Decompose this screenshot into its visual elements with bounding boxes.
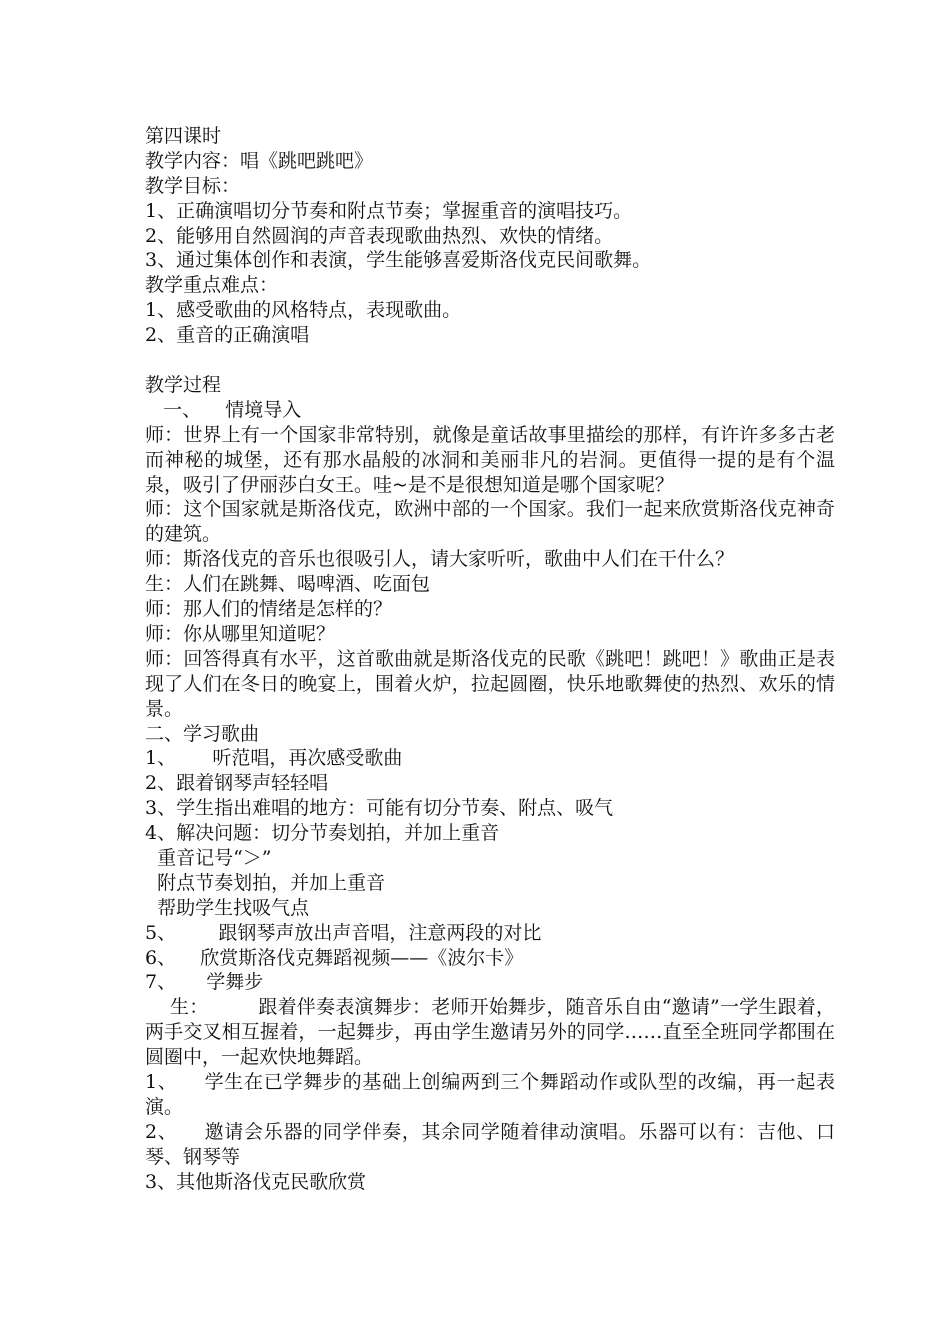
list-item: 2、 邀请会乐器的同学伴奏，其余同学随着律动演唱。乐器可以有：吉他、口琴、钢琴等 (145, 1120, 835, 1168)
focus-item: 1、感受歌曲的风格特点，表现歌曲。 (145, 299, 462, 322)
paragraph: 师：回答得真有水平，这首歌曲就是斯洛伐克的民歌《跳吧！跳吧！》歌曲正是表现了人们在冬日的晚宴上，围着火炉，拉起圆圈，快乐地歌舞使的热烈、欢乐的情景。 (145, 647, 835, 720)
paragraph: 师：你从哪里知道呢？ (145, 622, 336, 645)
goal-item: 1、正确演唱切分节奏和附点节奏；掌握重音的演唱技巧。 (145, 199, 633, 222)
goal-item: 3、通过集体创作和表演，学生能够喜爱斯洛伐克民间歌舞。 (145, 249, 652, 272)
section-heading: 二、学习歌曲 (145, 722, 260, 745)
list-item: 3、学生指出难唱的地方：可能有切分节奏、附点、吸气 (145, 797, 614, 820)
list-item: 1、 学生在已学舞步的基础上创编两到三个舞蹈动作或队型的改编，再一起表演。 (145, 1071, 835, 1118)
spacer (145, 348, 835, 373)
section-heading: 一、 情境导入 (145, 398, 302, 421)
paragraph: 师：世界上有一个国家非常特别，就像是童话故事里描绘的那样，有许许多多古老而神秘的城堡，还有那水晶般的冰洞和美丽非凡的岩洞。更值得一提的是有个温泉，吸引了伊丽莎白女王。哇~是不是很想知道是哪个国家呢？ (145, 423, 835, 496)
list-item: 1、 听范唱，再次感受歌曲 (145, 747, 403, 770)
paragraph: 师：斯洛伐克的音乐也很吸引人，请大家听听，歌曲中人们在干什么？ (145, 548, 735, 571)
goal-item: 2、能够用自然圆润的声音表现歌曲热烈、欢快的情绪。 (145, 224, 614, 247)
lesson-title: 第四课时 (145, 125, 222, 147)
list-subitem: 帮助学生找吸气点 (145, 896, 310, 919)
document-body (145, 124, 835, 1195)
paragraph: 师：那人们的情绪是怎样的？ (145, 598, 393, 620)
list-item: 4、解决问题：切分节奏划拍，并加上重音 (145, 822, 500, 845)
process-heading: 教学过程 (145, 373, 222, 396)
focus-heading: 教学重点难点： (145, 274, 279, 297)
list-subitem: 附点节奏划拍，并加上重音 (145, 871, 386, 894)
list-item: 7、 学舞步 (145, 971, 264, 994)
paragraph: 生：人们在跳舞、喝啤酒、吃面包 (145, 573, 431, 596)
paragraph: 生： 跟着伴奏表演舞步：老师开始舞步，随音乐自由“邀请”一学生跟着，两手交叉相互握着，一起舞步，再由学生邀请另外的同学……直至全班同学都围在圆圈中，一起欢快地舞蹈。 (145, 996, 835, 1069)
paragraph: 师：这个国家就是斯洛伐克，欧洲中部的一个国家。我们一起来欣赏斯洛伐克神奇的建筑。 (145, 498, 835, 546)
list-item: 6、 欣赏斯洛伐克舞蹈视频——《波尔卡》 (145, 946, 524, 969)
list-subitem: 重音记号“＞” (145, 846, 272, 869)
goals-heading: 教学目标： (145, 174, 241, 197)
list-item: 3、其他斯洛伐克民歌欣赏 (145, 1170, 367, 1193)
list-item: 2、跟着钢琴声轻轻唱 (145, 772, 329, 795)
focus-item: 2、重音的正确演唱 (145, 324, 310, 347)
teaching-content: 教学内容：唱《跳吧跳吧》 (145, 149, 374, 172)
list-item: 5、 跟钢琴声放出声音唱，注意两段的对比 (145, 921, 542, 944)
